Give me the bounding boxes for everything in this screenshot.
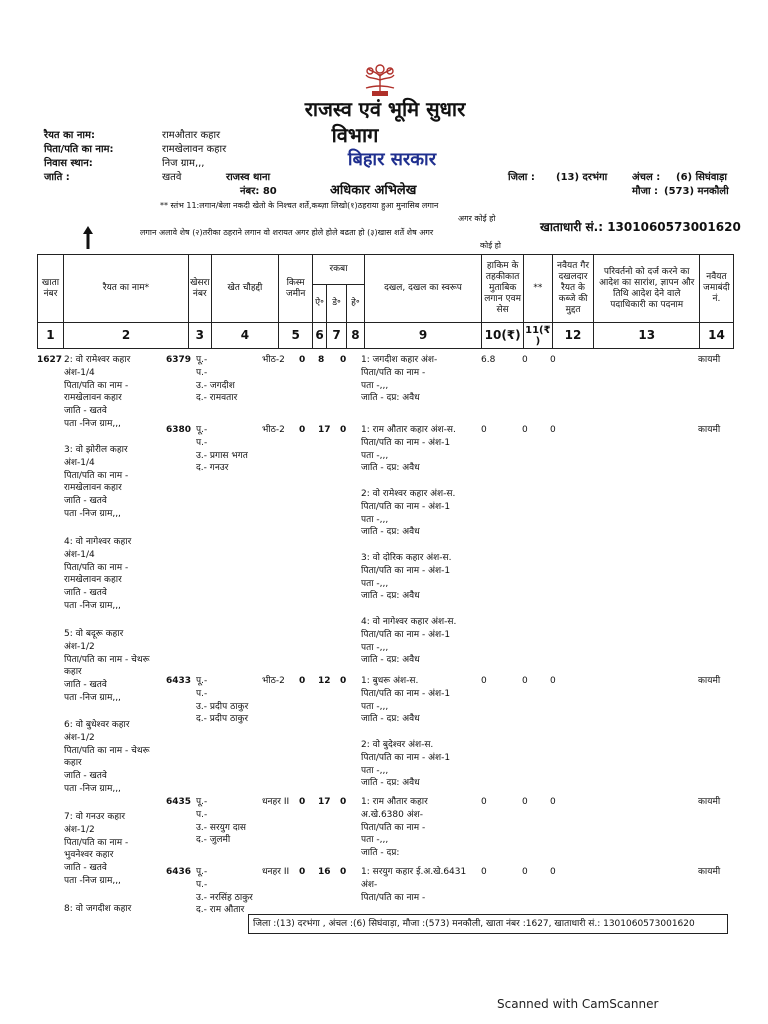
col11-value: 0 xyxy=(522,676,528,686)
col11-value: 0 xyxy=(522,425,528,435)
bihar-emblem-icon xyxy=(358,62,402,98)
num-11: 11(₹ ) xyxy=(525,324,551,347)
area-decimal: 8 xyxy=(318,355,325,365)
khata-number: 1627 xyxy=(37,355,63,365)
col-dakhal: दखल, दखल का स्वरूप xyxy=(364,255,481,323)
num-4: 4 xyxy=(211,323,279,349)
area-acre: 0 xyxy=(299,355,306,365)
area-decimal: 12 xyxy=(318,676,331,686)
residence-label: निवास स्थान: xyxy=(44,158,93,169)
thana-number: नंबर: 80 xyxy=(240,186,277,197)
khesra-number: 6380 xyxy=(166,425,192,435)
area-decimal: 17 xyxy=(318,425,331,435)
possession-details: 1: बुधरू अंश-स. पिता/पति का नाम - अंश-1 पता -,,, जाति - दप्र: अवैध 2: वो बुदेश्वर अंश-स. पिता/पति का नाम - अंश-1 पता -,,, जाति - दप्र: अवैध xyxy=(361,676,451,789)
area-hectare: 0 xyxy=(340,355,347,365)
plot-boundary: पू.- प.- उ.- जगदीश द.- रामवतार xyxy=(196,355,238,404)
num-6: 6 xyxy=(313,323,327,349)
col-khata: खाता नंबर xyxy=(38,255,64,323)
district-label: जिला : xyxy=(508,172,535,183)
col-parivartan: परिवर्तनो को दर्ज करने का आदेश का सारांश, ज्ञापन और तिथि आदेश देने वाले पदाधिकारी का पदनाम xyxy=(594,255,699,323)
land-type: धनहर II xyxy=(262,867,290,877)
khesra-number: 6436 xyxy=(166,867,192,877)
possession-details: 1: जगदीश कहार अंश- पिता/पति का नाम - पता -,,, जाति - दप्र: अवैध xyxy=(361,355,438,404)
col-rakba: रकबा xyxy=(313,255,365,285)
col11-value: 0 xyxy=(522,797,528,807)
col11-value: 0 xyxy=(522,867,528,877)
col12-value: 0 xyxy=(550,425,556,435)
page-title: राजस्व एवं भूमि सुधार xyxy=(304,97,466,121)
plot-boundary: पू.- प.- उ.- नरसिंह ठाकुर द.- राम औतार xyxy=(196,867,253,916)
raiyat-entry: 2: वो रामेश्वर कहार अंश-1/4 पिता/पति का नाम - रामखेलावन कहार जाति - खतवे पता -निज ग्राम,,, xyxy=(64,355,131,429)
col-chauhaddi: खेत चौहद्दी xyxy=(211,255,279,323)
record-table-header xyxy=(37,254,734,349)
residence-value: निज ग्राम,,, xyxy=(162,158,205,169)
land-type: भीठ-2 xyxy=(262,355,285,365)
rent-value: 0 xyxy=(481,425,487,435)
khesra-number: 6379 xyxy=(166,355,192,365)
area-hectare: 0 xyxy=(340,797,347,807)
circle-label: अंचल : xyxy=(632,172,661,183)
col-khesra: खेसरा नंबर xyxy=(189,255,211,323)
jamabandi-type: कायमी xyxy=(698,355,721,365)
rent-value: 0 xyxy=(481,797,487,807)
col-11: ** xyxy=(524,255,552,323)
up-arrow-icon xyxy=(82,224,94,250)
scanner-watermark: Scanned with CamScanner xyxy=(497,997,659,1011)
num-2: 2 xyxy=(63,323,188,349)
area-hectare: 0 xyxy=(340,676,347,686)
area-hectare: 0 xyxy=(340,425,347,435)
raiyat-entry: 5: वो बदूरू कहार अंश-1/2 पिता/पति का नाम - चेथरू कहार जाति - खतवे पता -निज ग्राम,,, xyxy=(64,629,150,703)
jamabandi-type: कायमी xyxy=(698,425,721,435)
raiyat-name-label: रैयत का नाम: xyxy=(44,130,95,141)
col-d: डे॰ xyxy=(327,285,347,323)
num-10: 10(₹) xyxy=(482,323,524,349)
father-name-label: पिता/पति का नाम: xyxy=(44,144,114,155)
area-hectare: 0 xyxy=(340,867,347,877)
col12-value: 0 xyxy=(550,676,556,686)
department-title: विभाग xyxy=(331,123,379,147)
rent-value: 0 xyxy=(481,867,487,877)
district-value: (13) दरभंगा xyxy=(556,172,608,183)
num-12: 12 xyxy=(552,323,594,349)
footer-summary: जिला :(13) दरभंगा , अंचल :(6) सिघंवाड़ा, मौजा :(573) मनकौली, खाता नंबर :1627, खाताधारी सं.: 1301060573001620 xyxy=(248,914,728,934)
land-type: भीठ-2 xyxy=(262,425,285,435)
num-7: 7 xyxy=(327,323,347,349)
raiyat-name-value: रामऔतार कहार xyxy=(162,130,221,141)
num-3: 3 xyxy=(189,323,211,349)
government-title: बिहार सरकार xyxy=(347,149,437,170)
col12-value: 0 xyxy=(550,797,556,807)
circle-value: (6) सिघंवाड़ा xyxy=(676,172,727,183)
possession-details: 1: राम औतार कहार अ.खे.6380 अंश- पिता/पति का नाम - पता -,,, जाति - दप्र: xyxy=(361,797,428,859)
num-9: 9 xyxy=(364,323,481,349)
note-line-4: कोई हो xyxy=(480,241,502,250)
area-acre: 0 xyxy=(299,867,306,877)
col-raiyat: रैयत का नाम* xyxy=(63,255,188,323)
col-lagan: हाकिम के तहकीकात मुताबिक लगान एवम सेस xyxy=(482,255,524,323)
land-type: धनहर II xyxy=(262,797,290,807)
land-type: भीठ-2 xyxy=(262,676,285,686)
plot-boundary: पू.- प.- उ.- सरयुग दास द.- जुलमी xyxy=(196,797,247,846)
num-14: 14 xyxy=(699,323,733,349)
possession-details: 1: सरयुग कहार ई.अ.खे.6431 अंश- पिता/पति का नाम - xyxy=(361,867,467,903)
jamabandi-type: कायमी xyxy=(698,797,721,807)
num-13: 13 xyxy=(594,323,699,349)
raiyat-entry: 4: वो नागेश्वर कहार अंश-1/4 पिता/पति का नाम - रामखेलावन कहार जाति - खतवे पता -निज ग्राम,,, xyxy=(64,537,132,611)
caste-label: जाति : xyxy=(44,172,70,183)
col-naveyat: नवैयत गैर दखलदार रैयत के कब्जे की मुद्दत xyxy=(552,255,594,323)
jamabandi-type: कायमी xyxy=(698,676,721,686)
mauza-label: मौजा : xyxy=(632,186,659,197)
khatadhari-number: खाताधारी सं.: 1301060573001620 xyxy=(540,220,741,234)
raiyat-entry: 3: वो झोरील कहार अंश-1/4 पिता/पति का नाम - रामखेलावन कहार जाति - खतवे पता -निज ग्राम,,, xyxy=(64,445,129,519)
raiyat-entry: 6: वो बुधेश्वर कहार अंश-1/2 पिता/पति का नाम - चेथरू कहार जाति - खतवे पता -निज ग्राम,,, xyxy=(64,720,150,794)
note-line-1: ** स्तंभ 11:लगान/बेला नकदी खेतो के निश्चत शर्ते,कब्ज़ा लिखो(१)ठहराया हुआ मुनासिब लगान xyxy=(160,201,439,210)
jamabandi-type: कायमी xyxy=(698,867,721,877)
num-5: 5 xyxy=(279,323,313,349)
area-acre: 0 xyxy=(299,425,306,435)
col11-value: 0 xyxy=(522,355,528,365)
raiyat-entry: 8: वो जगदीश कहार xyxy=(64,904,132,914)
col-a: ऐ॰ xyxy=(313,285,327,323)
possession-details: 1: राम औतार कहार अंश-स. पिता/पति का नाम - अंश-1 पता -,,, जाति - दप्र: अवैध 2: वो रामेश्वर कहार अंश-स. पिता/पति का नाम - अंश-1 पता -,,, जाति - दप्र: अवैध 3: वो दोरिक कहार अंश-स. पिता/पति का नाम - अंश-1 पता -,,, जाति - दप्र: अवैध 4: वो नागेश्वर कहार अंश-स. पिता/पति का नाम - अंश-1 पता -,,, जाति - दप्र: अवैध xyxy=(361,425,457,666)
note-line-2: अगर कोई हो xyxy=(458,214,496,223)
thana-label: राजस्व थाना xyxy=(226,172,271,183)
raiyat-entry: 7: वो गनउर कहार अंश-1/2 पिता/पति का नाम - भुवनेश्वर कहार जाति - खतवे पता -निज ग्राम,,, xyxy=(64,812,129,886)
area-decimal: 16 xyxy=(318,867,331,877)
rent-value: 6.8 xyxy=(481,355,496,365)
record-title: अधिकार अभिलेख xyxy=(330,183,417,198)
col-h: हे॰ xyxy=(346,285,364,323)
col12-value: 0 xyxy=(550,355,556,365)
plot-boundary: पू.- प.- उ.- प्रदीप ठाकुर द.- प्रदीप ठाकुर xyxy=(196,676,249,725)
mauza-value: (573) मनकौली xyxy=(664,186,729,197)
khesra-number: 6433 xyxy=(166,676,192,686)
col12-value: 0 xyxy=(550,867,556,877)
num-1: 1 xyxy=(38,323,64,349)
area-acre: 0 xyxy=(299,676,306,686)
num-8: 8 xyxy=(346,323,364,349)
col-kism: किस्म जमीन xyxy=(279,255,313,323)
rent-value: 0 xyxy=(481,676,487,686)
area-acre: 0 xyxy=(299,797,306,807)
plot-boundary: पू.- प.- उ.- प्रगास भगत द.- गनउर xyxy=(196,425,248,474)
col-jamabandi: नवैयत जमाबंदी नं. xyxy=(699,255,733,323)
father-name-value: रामखेलावन कहार xyxy=(162,144,227,155)
caste-value: खतवे xyxy=(162,172,182,183)
note-line-3: लगान अलावे शेष (२)तरीका ठहराने लगान वो शरायत अगर होले होले बढता हो (३)खास शर्ते शेष अगर xyxy=(140,228,434,237)
khesra-number: 6435 xyxy=(166,797,192,807)
area-decimal: 17 xyxy=(318,797,331,807)
